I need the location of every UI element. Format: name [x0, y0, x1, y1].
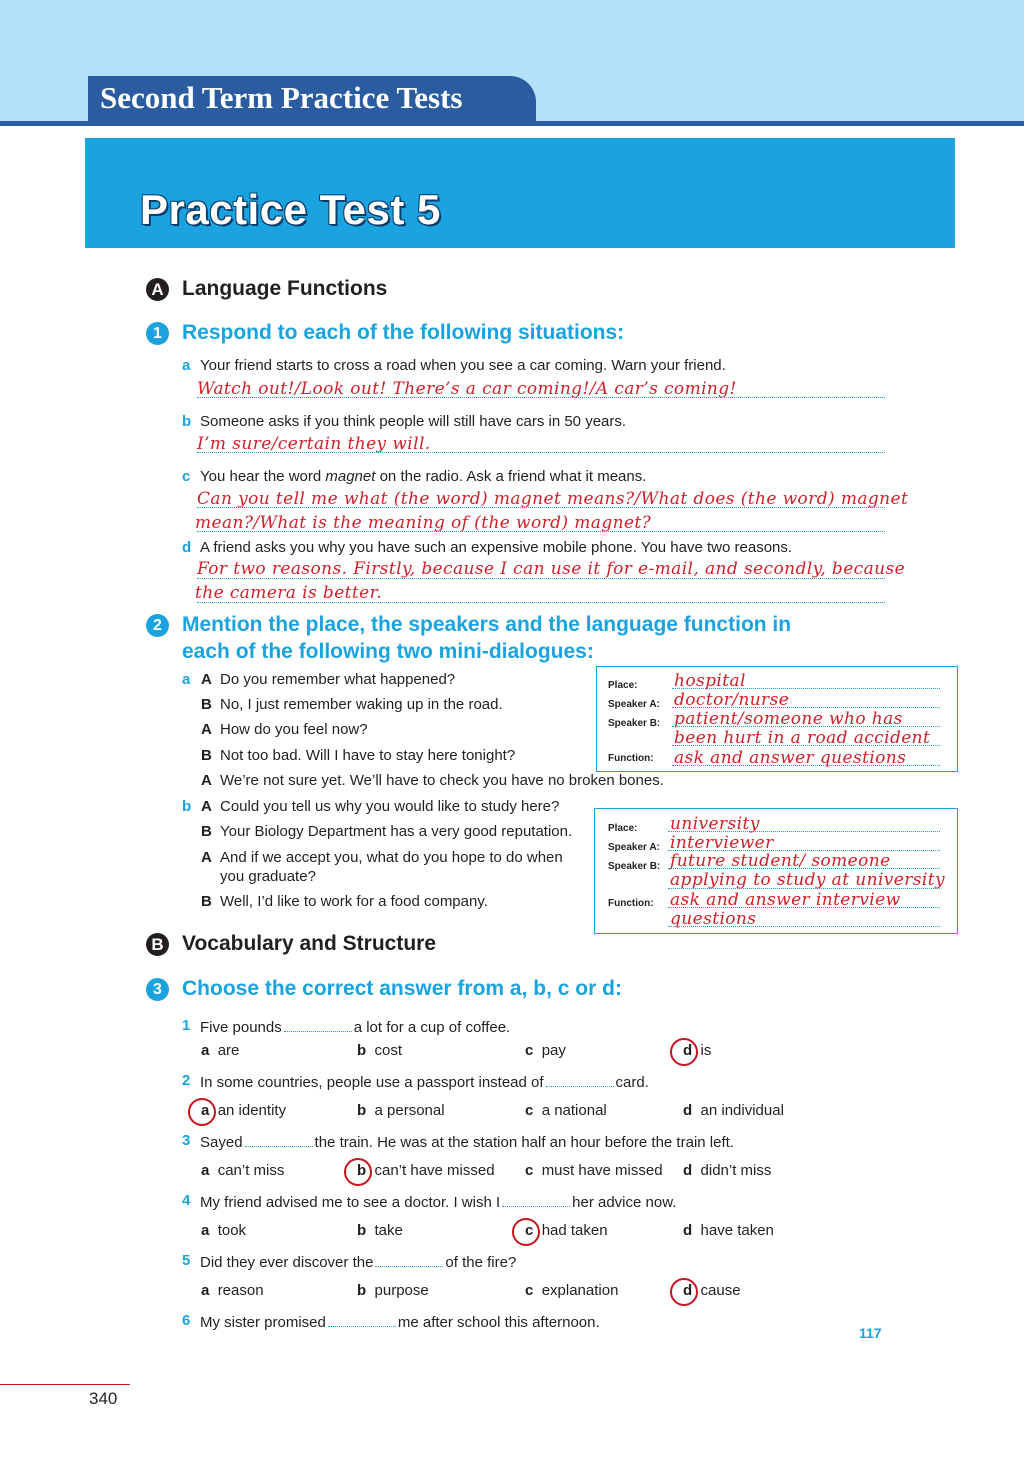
speaker-label: B: [201, 823, 212, 840]
section-a-title: Language Functions: [182, 277, 388, 300]
q3-item-number: 5: [182, 1252, 191, 1269]
option-b: b a personal: [357, 1102, 445, 1119]
q2-title-line2: each of the following two mini-dialogues:: [182, 640, 594, 663]
answer-circle-mark: [670, 1038, 698, 1066]
dialogue-line: Not too bad. Will I have to stay here tonight?: [220, 747, 516, 764]
answer-line: [668, 926, 940, 927]
answer-blank: [502, 1192, 570, 1207]
box-speakerB-answer-1: future student/ someone: [670, 851, 891, 871]
answer-line: [672, 707, 940, 708]
box-speakerA-label: Speaker A:: [608, 842, 660, 853]
answer-line: [672, 745, 940, 746]
option-d: d an individual: [683, 1102, 784, 1119]
answer-line: [197, 507, 885, 508]
answer-line: [197, 578, 885, 579]
answer-circle-mark: [670, 1278, 698, 1306]
q3-item-number: 1: [182, 1017, 191, 1034]
q2-a-letter: a: [182, 671, 191, 688]
answer-blank: [546, 1072, 614, 1087]
answer-line: [672, 765, 940, 766]
q1-b-prompt: Someone asks if you think people will still have cars in 50 years.: [200, 413, 627, 430]
box-speakerA-label: Speaker A:: [608, 699, 660, 710]
q3-item-stem: In some countries, people use a passport instead of card.: [200, 1074, 649, 1091]
q3-item-number: 2: [182, 1072, 191, 1089]
dialogue-line: We’re not sure yet. We’ll have to check you have no broken bones.: [220, 772, 664, 789]
q1-c-answer-2: mean?/What is the meaning of (the word) magnet?: [195, 513, 652, 533]
box-function-answer-2: questions: [670, 909, 757, 929]
q2-title-line1: Mention the place, the speakers and the language function in: [182, 613, 792, 636]
speaker-label: B: [201, 696, 212, 713]
option-b: b purpose: [357, 1282, 429, 1299]
answer-blank: [284, 1017, 352, 1032]
option-c: c pay: [525, 1042, 566, 1059]
q1-d-prompt: A friend asks you why you have such an expensive mobile phone. You have two reasons.: [200, 539, 793, 556]
q2-b-letter: b: [182, 798, 192, 815]
page-title: Practice Test 5: [140, 186, 441, 233]
option-a: a took: [201, 1222, 247, 1239]
q1-b-letter: b: [182, 413, 192, 430]
speaker-label: A: [201, 772, 212, 789]
option-c: c must have missed: [525, 1162, 663, 1179]
option-b: b can’t have missed: [357, 1162, 495, 1179]
dialogue-line: Do you remember what happened?: [220, 671, 456, 688]
outer-page-number: 340: [89, 1389, 118, 1408]
dialogue-line-cont: you graduate?: [220, 868, 316, 885]
answer-line: [668, 907, 940, 908]
q3-title: Choose the correct answer from a, b, c or d:: [182, 977, 622, 1000]
dialogue-line: Your Biology Department has a very good reputation.: [220, 823, 573, 840]
option-a: a reason: [201, 1282, 264, 1299]
q1-c-prompt: You hear the word magnet on the radio. Ask a friend what it means.: [200, 468, 647, 485]
box-speakerB-label: Speaker B:: [608, 718, 661, 729]
dialogue-line: How do you feel now?: [220, 721, 368, 738]
q1-d-answer-2: the camera is better.: [195, 583, 383, 603]
q1-d-answer-1: For two reasons. Firstly, because I can use it for e-mail, and secondly, because: [197, 559, 906, 579]
speaker-label: B: [201, 747, 212, 764]
box-place-label: Place:: [608, 680, 638, 691]
speaker-label: A: [201, 671, 212, 688]
q3-item-stem: Sayed the train. He was at the station half an hour before the train left.: [200, 1134, 734, 1151]
footer-rule: [0, 1384, 130, 1385]
answer-line: [668, 868, 940, 869]
box-speakerA-answer: interviewer: [670, 833, 774, 853]
q1-badge: 1: [146, 322, 169, 345]
answer-line: [668, 888, 940, 889]
speaker-label: A: [201, 798, 212, 815]
q1-a-prompt: Your friend starts to cross a road when you see a car coming. Warn your friend.: [200, 357, 726, 374]
box-speakerB-label: Speaker B:: [608, 861, 661, 872]
box-place-answer: hospital: [674, 671, 746, 691]
box-speakerA-answer: doctor/nurse: [674, 690, 790, 710]
option-c: c explanation: [525, 1282, 619, 1299]
option-b: b cost: [357, 1042, 403, 1059]
dialogue-line: And if we accept you, what do you hope to do when: [220, 849, 563, 866]
box-function-label: Function:: [608, 898, 654, 909]
q3-item-stem: Did they ever discover the of the fire?: [200, 1254, 517, 1271]
q3-badge: 3: [146, 978, 169, 1001]
dialogue-line: Could you tell us why you would like to study here?: [220, 798, 560, 815]
box-place-label: Place:: [608, 823, 638, 834]
option-a: a can’t miss: [201, 1162, 285, 1179]
option-a: a are: [201, 1042, 240, 1059]
option-a: a an identity: [201, 1102, 287, 1119]
answer-line: [672, 688, 940, 689]
box-place-answer: university: [670, 814, 760, 834]
answer-line: [668, 831, 940, 832]
answer-blank: [328, 1312, 396, 1327]
box-function-answer-1: ask and answer interview: [670, 890, 901, 910]
box-speakerB-answer-2: been hurt in a road accident: [674, 728, 931, 748]
answer-circle-mark: [512, 1218, 540, 1246]
q1-title: Respond to each of the following situations:: [182, 321, 625, 344]
answer-line: [197, 531, 885, 532]
speaker-label: A: [201, 849, 212, 866]
box-function-answer: ask and answer questions: [674, 748, 907, 768]
speaker-label: B: [201, 893, 212, 910]
section-b-title: Vocabulary and Structure: [182, 932, 437, 955]
answer-circle-mark: [344, 1158, 372, 1186]
q1-d-letter: d: [182, 539, 192, 556]
q1-b-answer: I’m sure/certain they will.: [197, 434, 431, 454]
box-speakerB-answer-2: applying to study at university: [670, 870, 945, 890]
option-d: d have taken: [683, 1222, 774, 1239]
answer-line: [197, 452, 885, 453]
inner-page-number: 117: [859, 1325, 882, 1341]
q1-a-letter: a: [182, 357, 191, 374]
q1-a-answer: Watch out!/Look out! There’s a car coming!/A car’s coming!: [197, 379, 737, 399]
option-b: b take: [357, 1222, 403, 1239]
speaker-label: A: [201, 721, 212, 738]
term-title: Second Term Practice Tests: [100, 80, 463, 115]
section-b-badge: B: [146, 933, 169, 956]
q3-item-stem: Five pounds a lot for a cup of coffee.: [200, 1019, 511, 1036]
box-speakerB-answer-1: patient/someone who has: [674, 709, 903, 729]
q1-c-letter: c: [182, 468, 191, 485]
q3-item-number: 6: [182, 1312, 191, 1329]
q3-item-number: 3: [182, 1132, 191, 1149]
q3-item-stem: My sister promised me after school this afternoon.: [200, 1314, 600, 1331]
option-d: d didn’t miss: [683, 1162, 772, 1179]
answer-circle-mark: [188, 1098, 216, 1126]
answer-line: [197, 602, 885, 603]
section-a-badge: A: [146, 278, 169, 301]
dialogue-line: No, I just remember waking up in the road.: [220, 696, 503, 713]
option-c: c a national: [525, 1102, 607, 1119]
q1-c-answer-1: Can you tell me what (the word) magnet means?/What does (the word) magnet: [197, 489, 909, 509]
answer-line: [197, 397, 885, 398]
answer-line: [672, 726, 940, 727]
option-d: d is: [683, 1042, 712, 1059]
q3-item-stem: My friend advised me to see a doctor. I wish I her advice now.: [200, 1194, 677, 1211]
dialogue-line: Well, I’d like to work for a food company.: [220, 893, 488, 910]
q2-badge: 2: [146, 614, 169, 637]
q3-item-number: 4: [182, 1192, 191, 1209]
option-d: d cause: [683, 1282, 741, 1299]
header-rule: [0, 121, 1024, 126]
answer-blank: [375, 1252, 443, 1267]
box-function-label: Function:: [608, 753, 654, 764]
option-c: c had taken: [525, 1222, 608, 1239]
answer-blank: [245, 1132, 313, 1147]
